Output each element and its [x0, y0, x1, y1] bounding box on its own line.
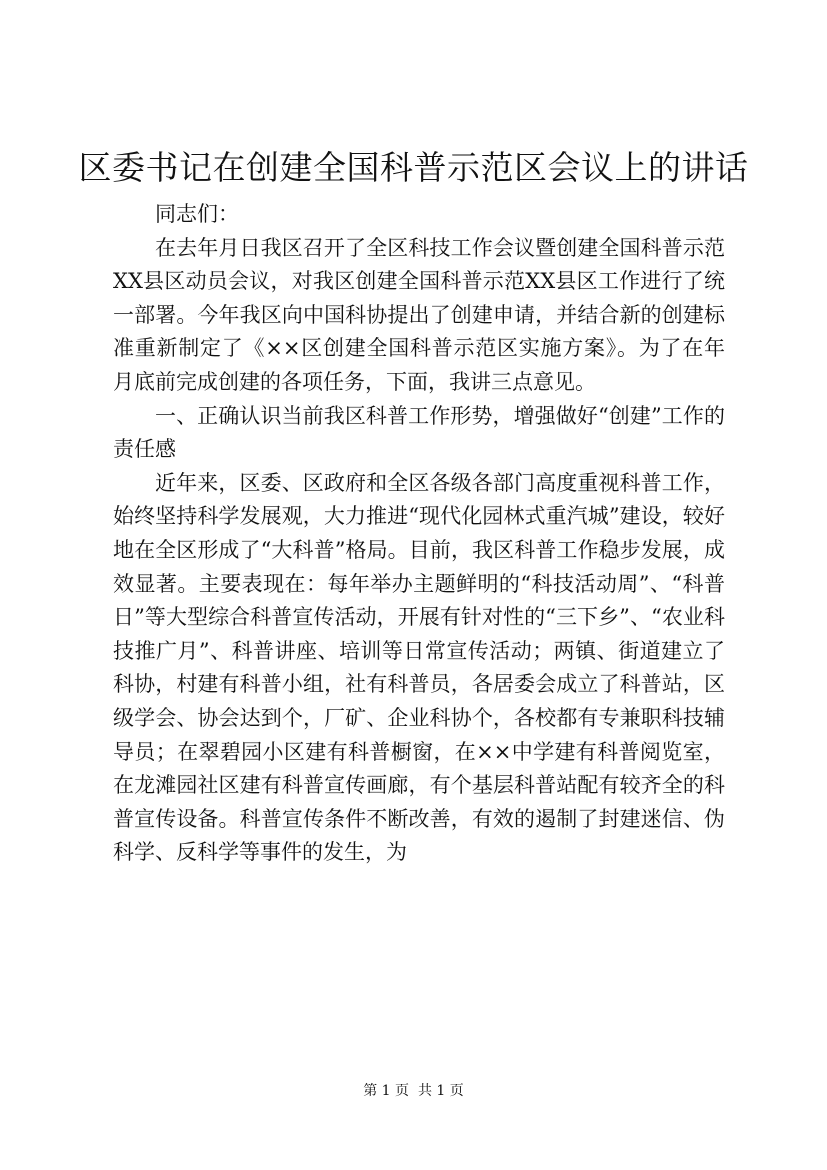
body-paragraph: 近年来，区委、区政府和全区各级各部门高度重视科普工作，始终坚持科学发展观，大力推进“现代化园林式重汽城”建设，较好地在全区形成了“大科普”格局。目前，我区科普工作稳步发展，成效显著。主要表现在：每年举办主题鲜明的“科技活动周”、“科普日”等大型综合科普宣传活动，开展有针对性的“三下乡”、“农业科技推广月”、科普讲座、培训等日常宣传活动；两镇、街道建立了科协，村建有科普小组，社有科普员，各居委会成立了科普站，区级学会、协会达到个，厂矿、企业科协个，各校都有专兼职科技辅导员；在翠碧园小区建有科普橱窗，在××中学建有科普阅览室，在龙滩园社区建有科普宣传画廊，有个基层科普站配有较齐全的科普宣传设备。科普宣传条件不断改善，有效的遏制了封建迷信、伪科学、反科学等事件的发生，为 [113, 470, 725, 865]
document-body [113, 198, 725, 870]
salutation-paragraph: 同志们： [155, 202, 239, 226]
document-title: 区委书记在创建全国科普示范区会议上的讲话 [78, 148, 749, 187]
intro-paragraph: 在去年月日我区召开了全区科技工作会议暨创建全国科普示范XX县区动员会议，对我区创建全国科普示范XX县区工作进行了统一部署。今年我区向中国科协提出了创建申请，并结合新的创建标准重新制定了《××区创建全国科普示范区实施方案》。为了在年月底前完成创建的各项任务，下面，我讲三点意见。 [113, 235, 725, 394]
section-heading-1: 一、正确认识当前我区科普工作形势，增强做好“创建”工作的责任感 [113, 403, 725, 462]
page-footer: 第 1 页 共 1 页 [363, 1083, 464, 1099]
